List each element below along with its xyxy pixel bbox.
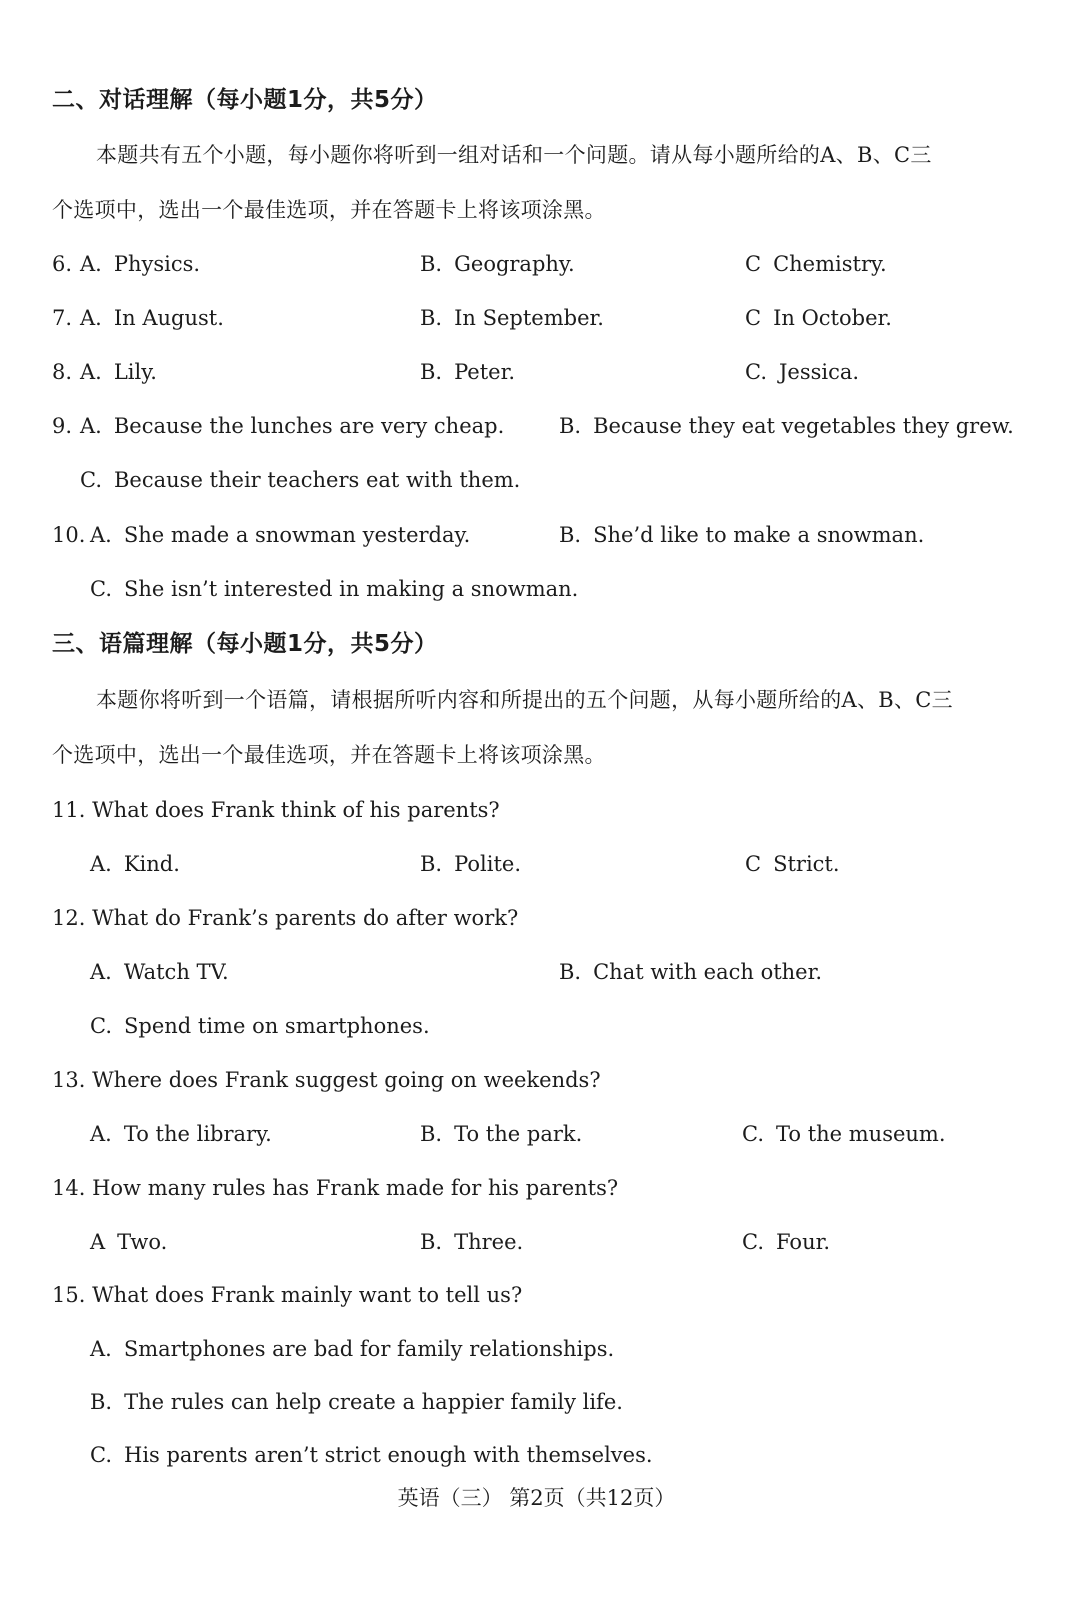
option-15c (90, 1441, 653, 1469)
option-text: Geography. (454, 252, 575, 276)
question-8-number: 8. (52, 360, 73, 384)
option-11a (90, 850, 180, 878)
option-8a (80, 358, 157, 386)
option-letter: B. (420, 360, 443, 384)
option-text: In August. (113, 306, 224, 330)
option-letter: A. (90, 1122, 112, 1146)
question-number: 11. (52, 798, 86, 822)
question-number: 13. (52, 1068, 86, 1092)
section-2-heading: 二、对话理解（每小题1分，共5分） (52, 87, 438, 113)
section-3-instructions-line2: 个选项中，选出一个最佳选项，并在答题卡上将该项涂黑。 (52, 743, 606, 767)
option-letter: B. (420, 306, 443, 330)
option-14b (420, 1228, 523, 1256)
option-text: Spend time on smartphones. (124, 1014, 430, 1038)
option-14c (742, 1228, 830, 1256)
question-text: How many rules has Frank made for his parents? (92, 1176, 619, 1200)
option-15b (90, 1388, 623, 1416)
option-letter: C. (90, 1443, 112, 1467)
option-10b (559, 521, 924, 549)
option-text: Physics. (113, 252, 201, 276)
section-2-instructions-line1: 本题共有五个小题，每小题你将听到一组对话和一个问题。请从每小题所给的A、B、C三 (96, 143, 932, 167)
option-9b (559, 412, 1014, 440)
section-3-heading: 三、语篇理解（每小题1分，共5分） (52, 631, 438, 657)
question-7-number: 7. (52, 306, 73, 330)
option-text: Because the lunches are very cheap. (113, 414, 505, 438)
section-2-instructions-line2: 个选项中，选出一个最佳选项，并在答题卡上将该项涂黑。 (52, 198, 606, 222)
question-text: What does Frank mainly want to tell us? (92, 1283, 523, 1307)
option-text: She’d like to make a snowman. (593, 523, 925, 547)
option-text: In October. (773, 306, 892, 330)
option-text: To the library. (123, 1122, 272, 1146)
option-7a (80, 304, 224, 332)
option-text: Lily. (113, 360, 157, 384)
question-text: What does Frank think of his parents? (92, 798, 500, 822)
option-letter: C (745, 306, 762, 330)
question-12 (52, 904, 518, 932)
question-6-number: 6. (52, 252, 73, 276)
option-text: Strict. (773, 852, 840, 876)
question-number: 15. (52, 1283, 86, 1307)
option-6a (80, 250, 200, 278)
option-letter: C (745, 252, 762, 276)
option-text: Chat with each other. (593, 960, 823, 984)
option-letter: C. (90, 1014, 112, 1038)
option-text: Chemistry. (773, 252, 887, 276)
option-6b (420, 250, 575, 278)
option-letter: A. (80, 252, 102, 276)
option-letter: A. (90, 852, 112, 876)
option-9a (80, 412, 504, 440)
option-letter: C. (742, 1122, 764, 1146)
option-letter: C. (742, 1230, 764, 1254)
option-letter: B. (420, 252, 443, 276)
section-3-instructions-line1: 本题你将听到一个语篇，请根据所听内容和所提出的五个问题，从每小题所给的A、B、C三 (96, 688, 953, 712)
option-7b (420, 304, 604, 332)
question-11 (52, 796, 500, 824)
option-8c (745, 358, 859, 386)
option-text: To the museum. (776, 1122, 946, 1146)
question-text: Where does Frank suggest going on weekends? (92, 1068, 601, 1092)
option-11c (745, 850, 840, 878)
option-13a (90, 1120, 272, 1148)
option-text: The rules can help create a happier family life. (124, 1390, 623, 1414)
option-13b (420, 1120, 582, 1148)
option-text: His parents aren’t strict enough with themselves. (124, 1443, 653, 1467)
option-letter: A. (80, 360, 102, 384)
question-13 (52, 1066, 601, 1094)
option-letter: B. (90, 1390, 113, 1414)
option-text: Three. (454, 1230, 524, 1254)
question-14 (52, 1174, 618, 1202)
question-9-number: 9. (52, 414, 73, 438)
option-text: Because they eat vegetables they grew. (593, 414, 1014, 438)
question-15 (52, 1281, 522, 1309)
option-letter: C (745, 852, 762, 876)
option-text: Peter. (454, 360, 515, 384)
option-letter: C. (745, 360, 767, 384)
option-letter: B. (420, 1230, 443, 1254)
option-text: Smartphones are bad for family relationships. (123, 1337, 615, 1361)
option-12c (90, 1012, 430, 1040)
option-10c (90, 575, 578, 603)
option-text: Two. (117, 1230, 168, 1254)
option-text: Polite. (454, 852, 522, 876)
option-text: Jessica. (779, 360, 860, 384)
option-letter: A (90, 1230, 106, 1254)
option-9c (80, 466, 520, 494)
option-text: Kind. (123, 852, 180, 876)
option-letter: A. (90, 960, 112, 984)
option-10a (90, 521, 470, 549)
option-letter: B. (559, 414, 582, 438)
option-letter: A. (80, 306, 102, 330)
option-text: Watch TV. (123, 960, 229, 984)
option-text: She made a snowman yesterday. (123, 523, 471, 547)
option-15a (90, 1335, 614, 1363)
question-number: 12. (52, 906, 86, 930)
option-letter: B. (559, 960, 582, 984)
option-text: She isn’t interested in making a snowman. (124, 577, 579, 601)
option-text: In September. (454, 306, 604, 330)
option-11b (420, 850, 521, 878)
option-7c (745, 304, 892, 332)
option-letter: A. (90, 523, 112, 547)
question-text: What do Frank’s parents do after work? (92, 906, 519, 930)
option-letter: C. (80, 468, 102, 492)
option-13c (742, 1120, 946, 1148)
option-12b (559, 958, 822, 986)
question-10-number: 10. (52, 523, 86, 547)
question-number: 14. (52, 1176, 86, 1200)
option-text: Four. (776, 1230, 830, 1254)
page-footer: 英语（三） 第2页（共12页） (397, 1486, 676, 1510)
option-letter: C. (90, 577, 112, 601)
option-letter: B. (559, 523, 582, 547)
option-letter: B. (420, 852, 443, 876)
option-text: To the park. (454, 1122, 583, 1146)
option-12a (90, 958, 229, 986)
option-letter: A. (90, 1337, 112, 1361)
option-6c (745, 250, 887, 278)
option-8b (420, 358, 515, 386)
option-text: Because their teachers eat with them. (114, 468, 521, 492)
option-letter: A. (80, 414, 102, 438)
option-letter: B. (420, 1122, 443, 1146)
option-14a (90, 1228, 167, 1256)
